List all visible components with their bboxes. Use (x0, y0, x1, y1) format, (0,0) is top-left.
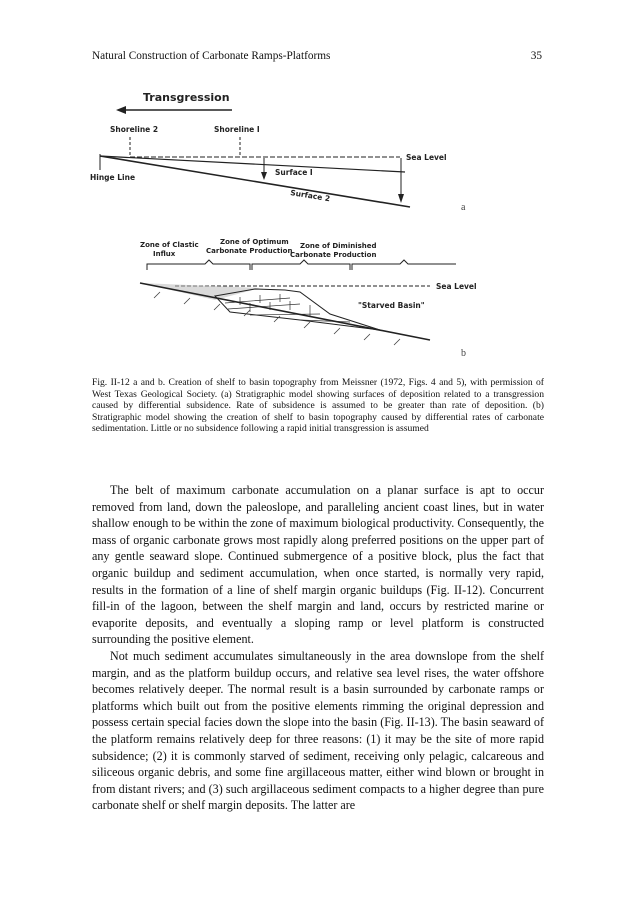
starved-basin-label: "Starved Basin" (358, 301, 425, 310)
zone-bracket-optimum (252, 260, 350, 270)
figure-ii-12 (0, 0, 626, 372)
zone-diminished-label-1: Zone of Diminished (300, 242, 377, 250)
carbonate-buildup (215, 289, 380, 330)
paragraph: The belt of maximum carbonate accumulation on a planar surface is apt to occur removed from land, down the paleoslope, and paralleling ancient coast lines, but in water shallow enough to be within the zone of maximum biological productivity. Consequently, the mass of organic carbonate grows most rapidly along preferred positions on the upper part of any gentle seaward slope. Continued submergence of a positive block, plus the fact that organic buildup and sediment accumulation, when once started, is normally very rapid, results in the formation of a line of shelf margin organic buildups (Fig. II-12). Concurrent fill-in of the lagoon, between the shelf margin and land, occurs by restricted marine or evaporite deposits, and eventually a sloping ramp or level platform is constructed surrounding the positive element. (92, 483, 544, 647)
shoreline-1-label: Shoreline I (214, 125, 260, 134)
zone-bracket-diminished (352, 260, 456, 270)
figure-panel-a (90, 91, 466, 213)
subsidence-arrowhead-1 (261, 172, 267, 180)
paragraph: Not much sediment accumulates simultaneously in the area downslope from the shelf margin, and as the platform buildup occurs, and relative sea level rises, the water offshore becomes relatively deeper. The normal result is a basin surrounded by carbonate ramps or platforms which built out from the positive elements rimming the original depression and possess certain special facies down the slope into the basin (Fig. II-13). The basin seaward of the platform remains relatively deep for three reasons: (1) it may be the site of more rapid subsidence; (2) it is commonly starved of sediment, receiving only pelagic, calcareous and siliceous organic debris, and some fine argillaceous matter, either wind blown or brought in from distant rivers; and (3) such argillaceous sediment compacts to a higher degree than pure carbonate shelf or shelf margin deposits. The latter are (92, 648, 544, 813)
running-title: Natural Construction of Carbonate Ramps-Platforms (92, 50, 331, 62)
subsidence-arrowhead-2 (398, 194, 404, 203)
hinge-line-label: Hinge Line (90, 173, 136, 182)
shoreline-2-label: Shoreline 2 (110, 125, 159, 134)
transgression-label: Transgression (143, 91, 230, 104)
zone-optimum-label-1: Zone of Optimum (220, 238, 289, 246)
zone-optimum-label-2: Carbonate Production (206, 247, 293, 255)
basement-surface-b (140, 283, 430, 340)
zone-clastic-label-2: Influx (153, 250, 176, 258)
transgression-arrowhead (116, 106, 126, 114)
sea-level-label-a: Sea Level (406, 153, 447, 162)
panel-letter-a: a (461, 202, 466, 213)
surface-2-label: Surface 2 (289, 188, 331, 204)
panel-letter-b: b (461, 348, 466, 359)
body-text (92, 482, 544, 814)
zone-clastic-label-1: Zone of Clastic (140, 241, 199, 249)
surface-1-label: Surface I (275, 168, 313, 177)
page-number: 35 (530, 50, 542, 62)
basement-hatching (154, 292, 400, 345)
figure-panel-b (140, 238, 477, 359)
zone-bracket-clastic (147, 260, 250, 270)
figure-caption: Fig. II-12 a and b. Creation of shelf to basin topography from Meissner (1972, Figs. 4 and 5), with permission of West Texas Geological Society. (a) Stratigraphic model showing surfaces of deposition related to a transgression caused by differential subsidence. Rate of subsidence is assumed to be greater than rate of deposition. (b) Stratigraphic model showing the creation of shelf to basin topography caused by differential rates of carbonate sedimentation. Little or no subsidence following a rapid initial transgression is assumed (92, 377, 544, 434)
zone-diminished-label-2: Carbonate Production (290, 251, 377, 259)
sea-level-label-b: Sea Level (436, 282, 477, 291)
